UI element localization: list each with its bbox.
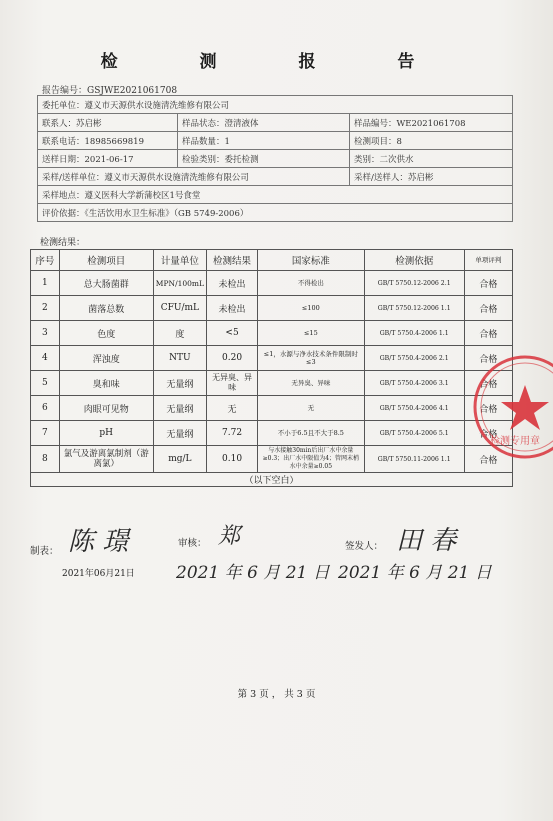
header-item: 检测项目: [59, 250, 153, 271]
cell-unit: CFU/mL: [153, 296, 206, 321]
cell-basis: GB/T 5750.12-2006 2.1: [364, 271, 464, 296]
reviewer-date: 2021 年 6 月 21 日: [176, 563, 330, 583]
cell-no: 1: [31, 271, 60, 296]
evaluation-basis: 评价依据：《生活饮用水卫生标准》（GB 5749-2006）: [38, 204, 513, 222]
cell-no: 8: [31, 446, 60, 473]
cell-standard: ≤1，水源与净水技术条件限制时≤3: [258, 346, 364, 371]
cell-unit: 无量纲: [153, 371, 206, 396]
cell-no: 2: [31, 296, 60, 321]
cell-eval: 合格: [464, 346, 512, 371]
cell-basis: GB/T 5750.4-2006 2.1: [364, 346, 464, 371]
table-row: [31, 296, 513, 321]
cell-eval: 合格: [464, 446, 512, 473]
sample-location: 采样地点：遵义医科大学新蒲校区1号食堂: [38, 186, 513, 204]
cell-standard: ≤100: [258, 296, 364, 321]
cell-no: 5: [31, 371, 60, 396]
cell-basis: GB/T 5750.4-2006 4.1: [364, 396, 464, 421]
reviewer-label: 审核：: [178, 538, 207, 549]
cell-unit: 无量纲: [153, 421, 206, 446]
cell-no: 7: [31, 421, 60, 446]
results-label: 检测结果：: [40, 238, 86, 248]
cell-unit: NTU: [153, 346, 206, 371]
issuer-date: 2021 年 6 月 21 日: [338, 563, 492, 583]
sampler: 采样/送样人：苏启彬: [350, 168, 513, 186]
test-type: 检验类别：委托检测: [178, 150, 350, 168]
cell-result: 7.72: [206, 421, 257, 446]
cell-eval: 合格: [464, 321, 512, 346]
sample-number: 样品编号：WE2021061708: [350, 114, 513, 132]
contact: 联系人：苏启彬: [38, 114, 178, 132]
cell-basis: GB/T 5750.11-2006 1.1: [364, 446, 464, 473]
cell-unit: MPN/100mL: [153, 271, 206, 296]
table-row: [31, 446, 513, 473]
maker-label: 制表：: [30, 546, 59, 557]
cell-item: 肉眼可见物: [59, 396, 153, 421]
cell-result: 未检出: [206, 271, 257, 296]
cell-eval: 合格: [464, 421, 512, 446]
cell-result: 无异臭、异味: [206, 371, 257, 396]
sample-state: 样品状态：澄清液体: [178, 114, 350, 132]
table-row: [31, 371, 513, 396]
report-number: 报告编号：GSJWE2021061708: [42, 86, 178, 96]
test-items-count: 检测项目：8: [350, 132, 513, 150]
cell-standard: ≤15: [258, 321, 364, 346]
cell-item: 氯气及游离氯制剂（游离氯）: [59, 446, 153, 473]
phone: 联系电话：18985669819: [38, 132, 178, 150]
sample-info-table: [37, 95, 513, 222]
send-date: 送样日期：2021-06-17: [38, 150, 178, 168]
cell-basis: GB/T 5750.12-2006 1.1: [364, 296, 464, 321]
cell-standard: 不得检出: [258, 271, 364, 296]
table-row: [31, 396, 513, 421]
cell-eval: 合格: [464, 296, 512, 321]
reviewer-signature: 郑: [218, 524, 241, 549]
table-row: [31, 321, 513, 346]
blank-note: （以下空白）: [31, 473, 513, 487]
cell-basis: GB/T 5750.4-2006 5.1: [364, 421, 464, 446]
cell-unit: 度: [153, 321, 206, 346]
issuer-signature: 田 春: [396, 526, 457, 556]
client-unit: 委托单位：遵义市天源供水设施清洗维修有限公司: [38, 96, 513, 114]
cell-unit: 无量纲: [153, 396, 206, 421]
cell-item: 浑浊度: [59, 346, 153, 371]
cell-standard: 无异臭、异味: [258, 371, 364, 396]
maker-signature: 陈 璟: [68, 527, 129, 557]
cell-item: 臭和味: [59, 371, 153, 396]
cell-item: 菌落总数: [59, 296, 153, 321]
header-standard: 国家标准: [258, 250, 364, 271]
cell-eval: 合格: [464, 271, 512, 296]
cell-result: 未检出: [206, 296, 257, 321]
cell-unit: mg/L: [153, 446, 206, 473]
header-basis: 检测依据: [364, 250, 464, 271]
issuer-label: 签发人：: [345, 541, 384, 552]
cell-standard: 不小于6.5且不大于8.5: [258, 421, 364, 446]
results-table: [30, 249, 513, 487]
cell-item: pH: [59, 421, 153, 446]
maker-date: 2021年06月21日: [62, 569, 135, 579]
table-row: [31, 346, 513, 371]
blank-note-row: [31, 473, 513, 487]
page-number: 第 3 页 ， 共 3 页: [237, 689, 316, 700]
cell-no: 6: [31, 396, 60, 421]
official-seal-stamp: [470, 352, 553, 462]
seal-star-icon: [501, 385, 549, 430]
svg-text:检测专用章: 检测专用章: [490, 436, 540, 447]
cell-basis: GB/T 5750.4-2006 3.1: [364, 371, 464, 396]
report-title: 检 测 报 告: [100, 52, 453, 72]
category: 类别：二次供水: [350, 150, 513, 168]
cell-standard: 与水接触30min后出厂水中余量≥0.3；出厂水中限值为4；管网末梢水中余量≥0.05: [258, 446, 364, 473]
cell-result: 无: [206, 396, 257, 421]
cell-item: 总大肠菌群: [59, 271, 153, 296]
table-row: [31, 271, 513, 296]
cell-eval: 合格: [464, 396, 512, 421]
header-unit: 计量单位: [153, 250, 206, 271]
cell-result: 0.10: [206, 446, 257, 473]
header-eval: 单项评判: [464, 250, 512, 271]
cell-no: 3: [31, 321, 60, 346]
table-row: [31, 421, 513, 446]
cell-no: 4: [31, 346, 60, 371]
cell-standard: 无: [258, 396, 364, 421]
signature-row: [0, 519, 553, 559]
cell-item: 色度: [59, 321, 153, 346]
cell-eval: 合格: [464, 371, 512, 396]
cell-result: 0.20: [206, 346, 257, 371]
cell-result: <5: [206, 321, 257, 346]
sampler-unit: 采样/送样单位：遵义市天源供水设施清洗维修有限公司: [38, 168, 350, 186]
cell-basis: GB/T 5750.4-2006 1.1: [364, 321, 464, 346]
sample-quantity: 样品数量：1: [178, 132, 350, 150]
header-no: 序号: [31, 250, 60, 271]
header-result: 检测结果: [206, 250, 257, 271]
